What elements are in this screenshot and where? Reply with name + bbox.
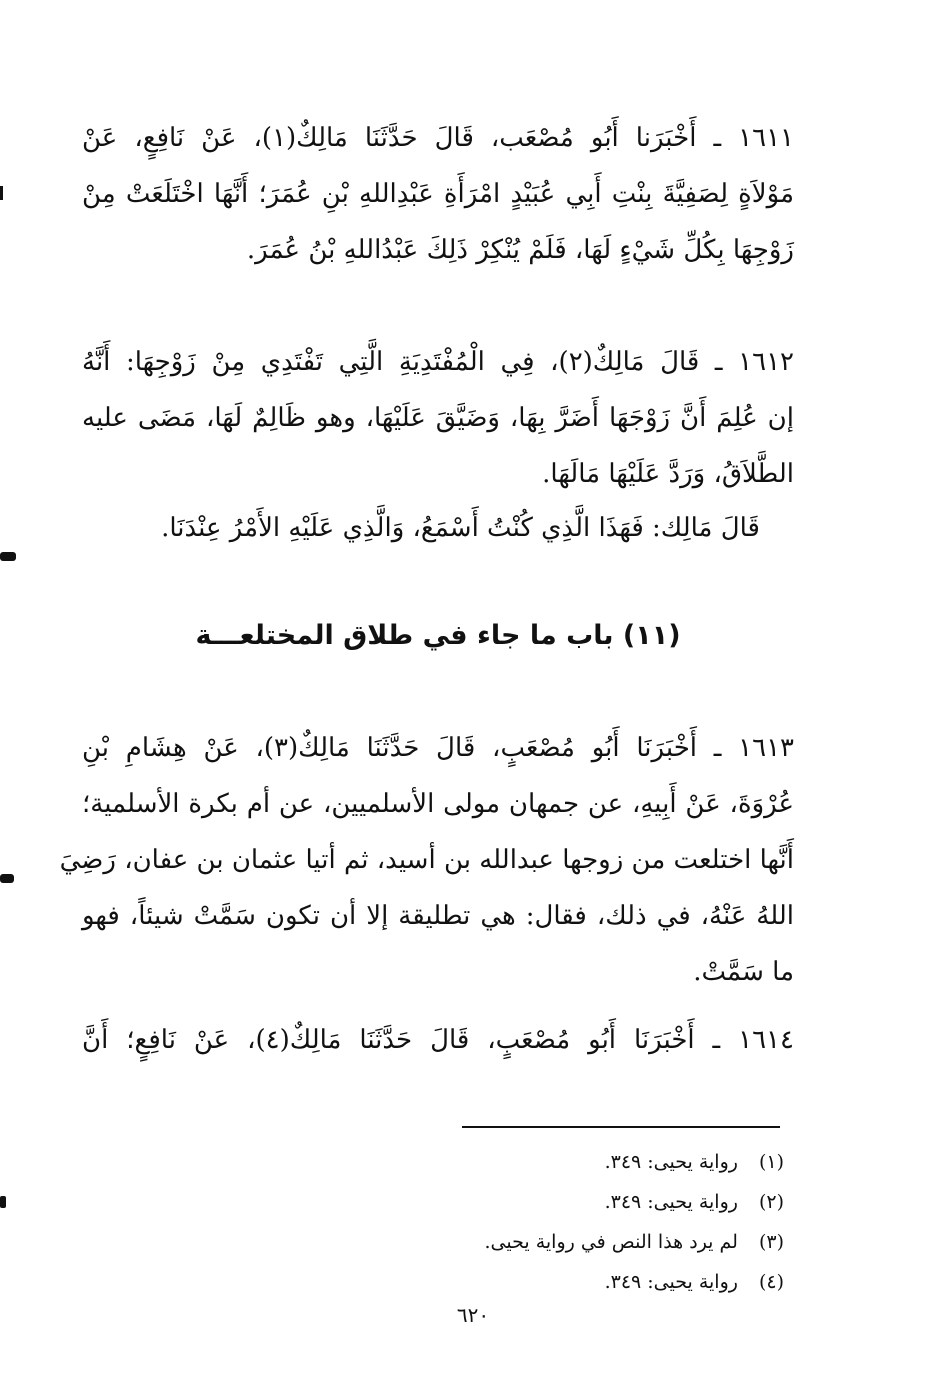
page-number: ٦٢٠ xyxy=(456,1303,490,1327)
text-line: مَوْلاَةٍ لِصَفِيَّةَ بِنْتِ أَبِي عُبَيْدٍ امْرَأَةِ عَبْدِاللهِ بْنِ عُمَرَ؛ أَنَّهَا اخْتَلَعَتْ مِنْ xyxy=(82,179,794,209)
text-line: قَالَ مَالِك: فَهَذَا الَّذِي كُنْتُ أَسْمَعُ، وَالَّذِي عَلَيْهِ الأَمْرُ عِنْدَنَا. xyxy=(161,513,760,543)
text-line: ١٦١١ ـ أَخْبَرَنا أَبُو مُصْعَب، قَالَ حَدَّثَنَا مَالِكٌ(١)، عَنْ نَافِعٍ، عَنْ xyxy=(82,123,794,153)
scan-edge-mark xyxy=(0,1196,6,1208)
scan-edge-mark xyxy=(0,552,16,561)
footnote-text: رواية يحيى: ٣٤٩. xyxy=(604,1191,738,1213)
footnotes xyxy=(300,1142,784,1302)
scan-edge-mark xyxy=(0,874,14,883)
footnote-text: رواية يحيى: ٣٤٩. xyxy=(604,1151,738,1173)
paragraph-1614 xyxy=(82,1012,794,1068)
text-line: اللهُ عَنْهُ، في ذلك، فقال: هي تطليقة إلا أن تكون سَمَّتْ شيئاً، فهو xyxy=(82,901,794,931)
chapter-heading: (١١) باب ما جاء في طلاق المختلعـــة xyxy=(195,620,681,651)
text-line: زَوْجِهَا بِكُلِّ شَيْءٍ لَهَا، فَلَمْ يُنْكِرْ ذَلِكَ عَبْدُاللهِ بْنُ عُمَرَ. xyxy=(246,235,794,265)
paragraph-1612 xyxy=(82,334,794,502)
footnote xyxy=(300,1182,784,1222)
footnote xyxy=(300,1262,784,1302)
paragraph-1611 xyxy=(82,110,794,278)
text-line: عُرْوَةَ، عَنْ أَبِيهِ، عن جمهان مولى الأسلميين، عن أم بكرة الأسلمية؛ xyxy=(82,789,794,819)
text-line: ١٦١٤ ـ أَخْبَرَنَا أَبُو مُصْعَبٍ، قَالَ حَدَّثَنَا مَالِكٌ(٤)، عَنْ نَافِعٍ؛ أَنَّ xyxy=(82,1025,794,1055)
text-line: إن عُلِمَ أَنَّ زَوْجَهَا أَضَرَّ بِهَا، وَضَيَّقَ عَلَيْهَا، وهو ظَالِمٌ لَهَا، مَضَى عليه xyxy=(82,403,794,433)
text-line: الطَّلاَقُ، وَرَدَّ عَلَيْهَا مَالَهَا. xyxy=(542,459,794,489)
footnote-text: لم يرد هذا النص في رواية يحيى. xyxy=(484,1231,738,1253)
footnote-number: (٢) xyxy=(758,1191,784,1213)
footnote xyxy=(300,1222,784,1262)
scan-edge-mark xyxy=(0,186,3,200)
footnote-number: (٣) xyxy=(758,1231,784,1253)
text-line: ١٦١٣ ـ أَخْبَرَنَا أَبُو مُصْعَبٍ، قَالَ حَدَّثَنَا مَالِكٌ(٣)، عَنْ هِشَامِ بْنِ xyxy=(82,733,794,763)
footnote-number: (١) xyxy=(758,1151,784,1173)
footnote-number: (٤) xyxy=(758,1271,784,1293)
footnote-text: رواية يحيى: ٣٤٩. xyxy=(604,1271,738,1293)
footnote-separator xyxy=(462,1126,780,1128)
paragraph-1613 xyxy=(59,720,794,1000)
text-line: ما سَمَّتْ. xyxy=(693,957,794,987)
text-line: أَنَّها اختلعت من زوجها عبدالله بن أسيد، ثم أتيا عثمان بن عفان، رَضِيَ xyxy=(59,845,794,875)
footnote xyxy=(300,1142,784,1182)
paragraph-1612-continuation xyxy=(82,500,794,556)
text-line: ١٦١٢ ـ قَالَ مَالِكٌ(٢)، فِي الْمُفْتَدِيَةِ الَّتِي تَفْتَدِي مِنْ زَوْجِهَا: أَنَّهُ xyxy=(82,347,794,377)
